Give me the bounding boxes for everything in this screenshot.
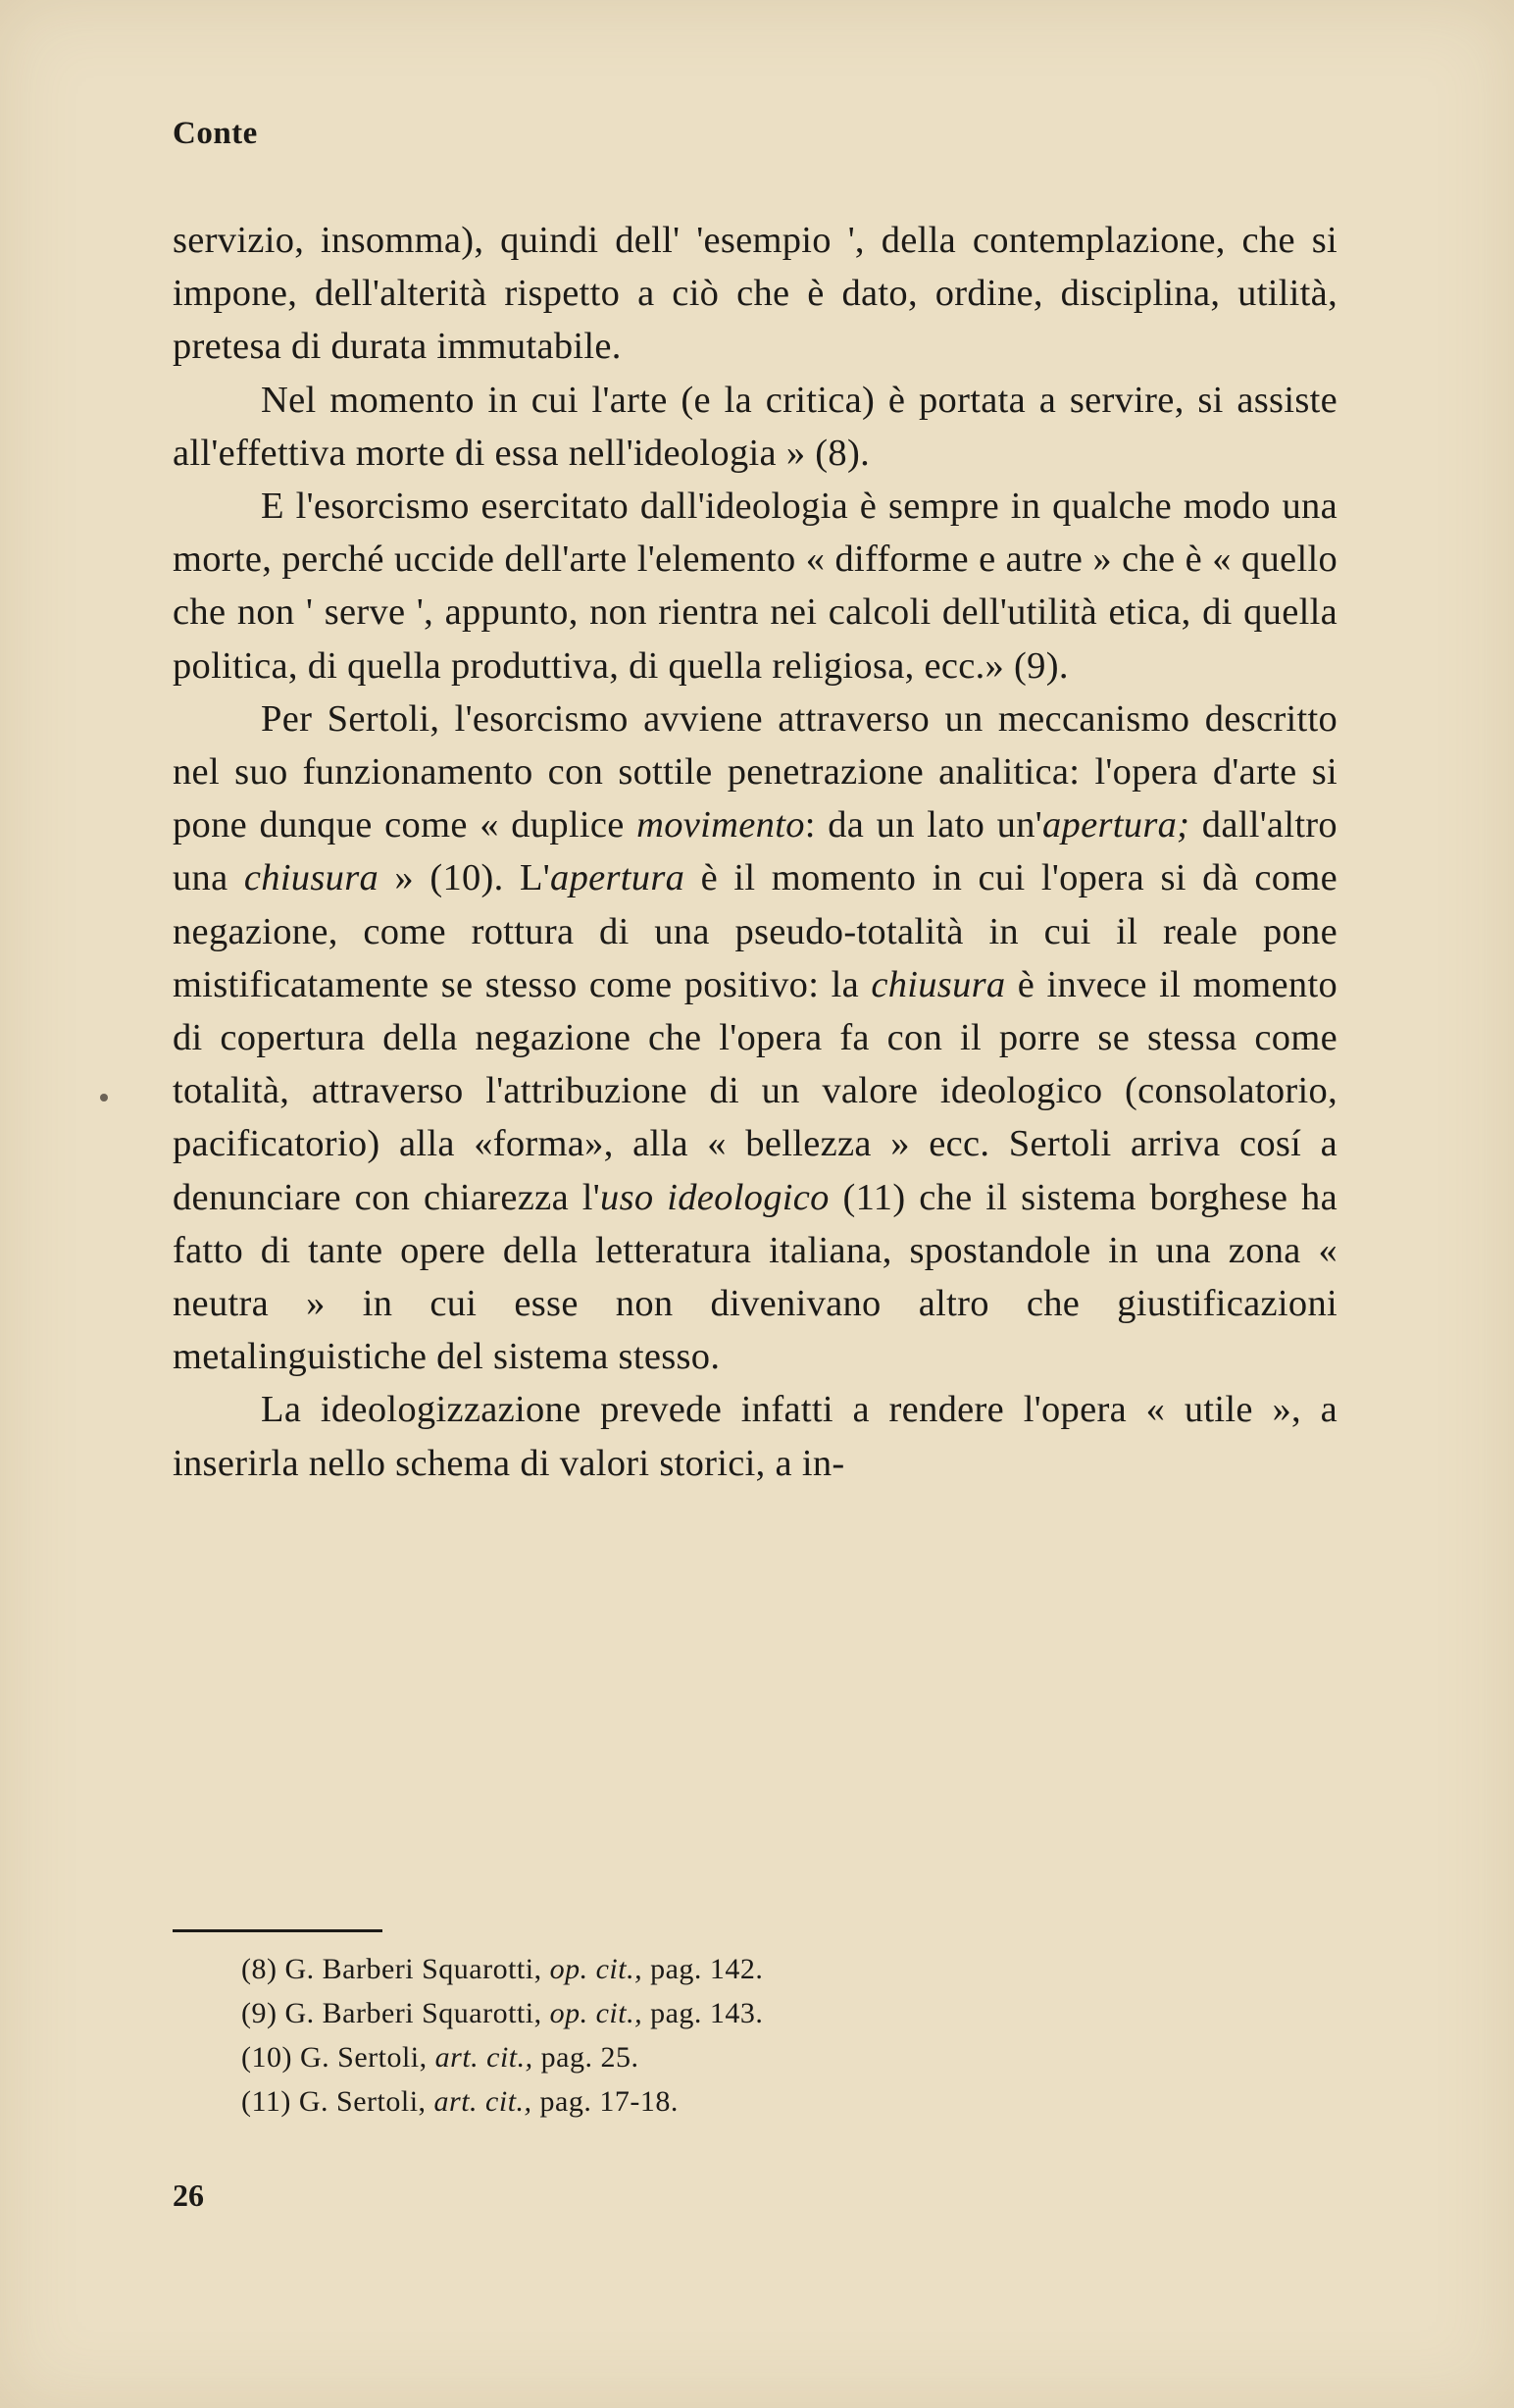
- footnote: [241, 2035, 1222, 2079]
- italic-text: chiusura: [871, 963, 1006, 1005]
- text-run: pag. 25.: [532, 2041, 639, 2074]
- text-run: pag. 143.: [642, 1997, 764, 2029]
- italic-text: apertura;: [1042, 804, 1190, 846]
- text-run: (10) G. Sertoli,: [241, 2041, 435, 2074]
- text-run: : da un lato un': [804, 804, 1042, 846]
- footnote: [241, 1991, 1222, 2035]
- text-run: (9) G. Barberi Squarotti,: [241, 1997, 550, 2029]
- text-run: (11) G. Sertoli,: [241, 2085, 434, 2118]
- italic-text: art. cit.,: [433, 2085, 532, 2118]
- text-run: La ideologizzazione prevede infatti a rendere l'opera « utile », a inserirla nello schema di valori storici, a in-: [173, 1389, 1337, 1484]
- running-head: Conte: [173, 116, 258, 151]
- italic-text: op. cit.,: [549, 1997, 643, 2029]
- italic-text: op. cit.,: [549, 1953, 643, 1985]
- page-number: 26: [173, 2177, 204, 2213]
- margin-mark: [100, 1094, 108, 1102]
- italic-text: art. cit.,: [434, 2041, 533, 2074]
- italic-text: uso ideologico: [600, 1176, 830, 1218]
- italic-text: movimento: [636, 804, 805, 846]
- text-run: dall'altro una: [173, 804, 1337, 899]
- text-run: (8) G. Barberi Squarotti,: [241, 1953, 550, 1985]
- text-run: è il momento in cui l'opera si dà come negazione, come rottura di una pseudo-totalità in cui il reale pone mistificatamente se stesso come positivo: la: [173, 857, 1337, 1005]
- text-run: Per Sertoli, l'esorcismo avviene attraverso un meccanismo descritto nel suo funzionamento con sottile penetrazione analitica: l'opera d'arte si pone dunque come « duplice: [173, 697, 1337, 846]
- footnotes: [241, 1947, 1222, 2124]
- body-text: [173, 214, 1337, 1490]
- footnote: [241, 1947, 1222, 1991]
- text-run: E l'esorcismo esercitato dall'ideologia è sempre in qualche modo una morte, perché uccide dell'arte l'elemento « difforme e autre » che è « quello che non ' serve ', appunto, non rientra nei calcoli dell'utilità etica, di quella politica, di quella produttiva, di quella religiosa, ecc.» (9).: [173, 486, 1337, 687]
- text-run: (11) che il sistema borghese ha fatto di tante opere della letteratura italiana, spostandole in una zona « neutra » in cui esse non divenivano altro che giustificazioni metalinguistiche del sistema stesso.: [173, 1176, 1337, 1378]
- paragraph: [173, 214, 1337, 374]
- italic-text: apertura: [550, 857, 685, 899]
- paragraph: [173, 480, 1337, 692]
- text-run: pag. 142.: [642, 1953, 764, 1985]
- text-run: Nel momento in cui l'arte (e la critica) è portata a servire, si assiste all'effettiva morte di essa nell'ideologia » (8).: [173, 379, 1337, 474]
- paragraph: [173, 692, 1337, 1384]
- footnote: [241, 2079, 1222, 2124]
- text-run: servizio, insomma), quindi dell' 'esempio ', della contemplazione, che si impone, dell'alterità rispetto a ciò che è dato, ordine, disciplina, utilità, pretesa di durata immutabile.: [173, 220, 1337, 368]
- paragraph: [173, 374, 1337, 480]
- text-run: pag. 17-18.: [531, 2085, 679, 2118]
- text-run: è invece il momento di copertura della negazione che l'opera fa con il porre se stessa come totalità, attraverso l'attribuzione di un valore ideologico (consolatorio, pacificatorio) alla «forma», alla « bellezza » ecc. Sertoli arriva cosí a denunciare con chiarezza l': [173, 963, 1338, 1218]
- paragraph: [173, 1383, 1337, 1489]
- footnote-divider: [173, 1929, 382, 1932]
- italic-text: chiusura: [243, 857, 379, 899]
- text-run: » (10). L': [378, 857, 551, 899]
